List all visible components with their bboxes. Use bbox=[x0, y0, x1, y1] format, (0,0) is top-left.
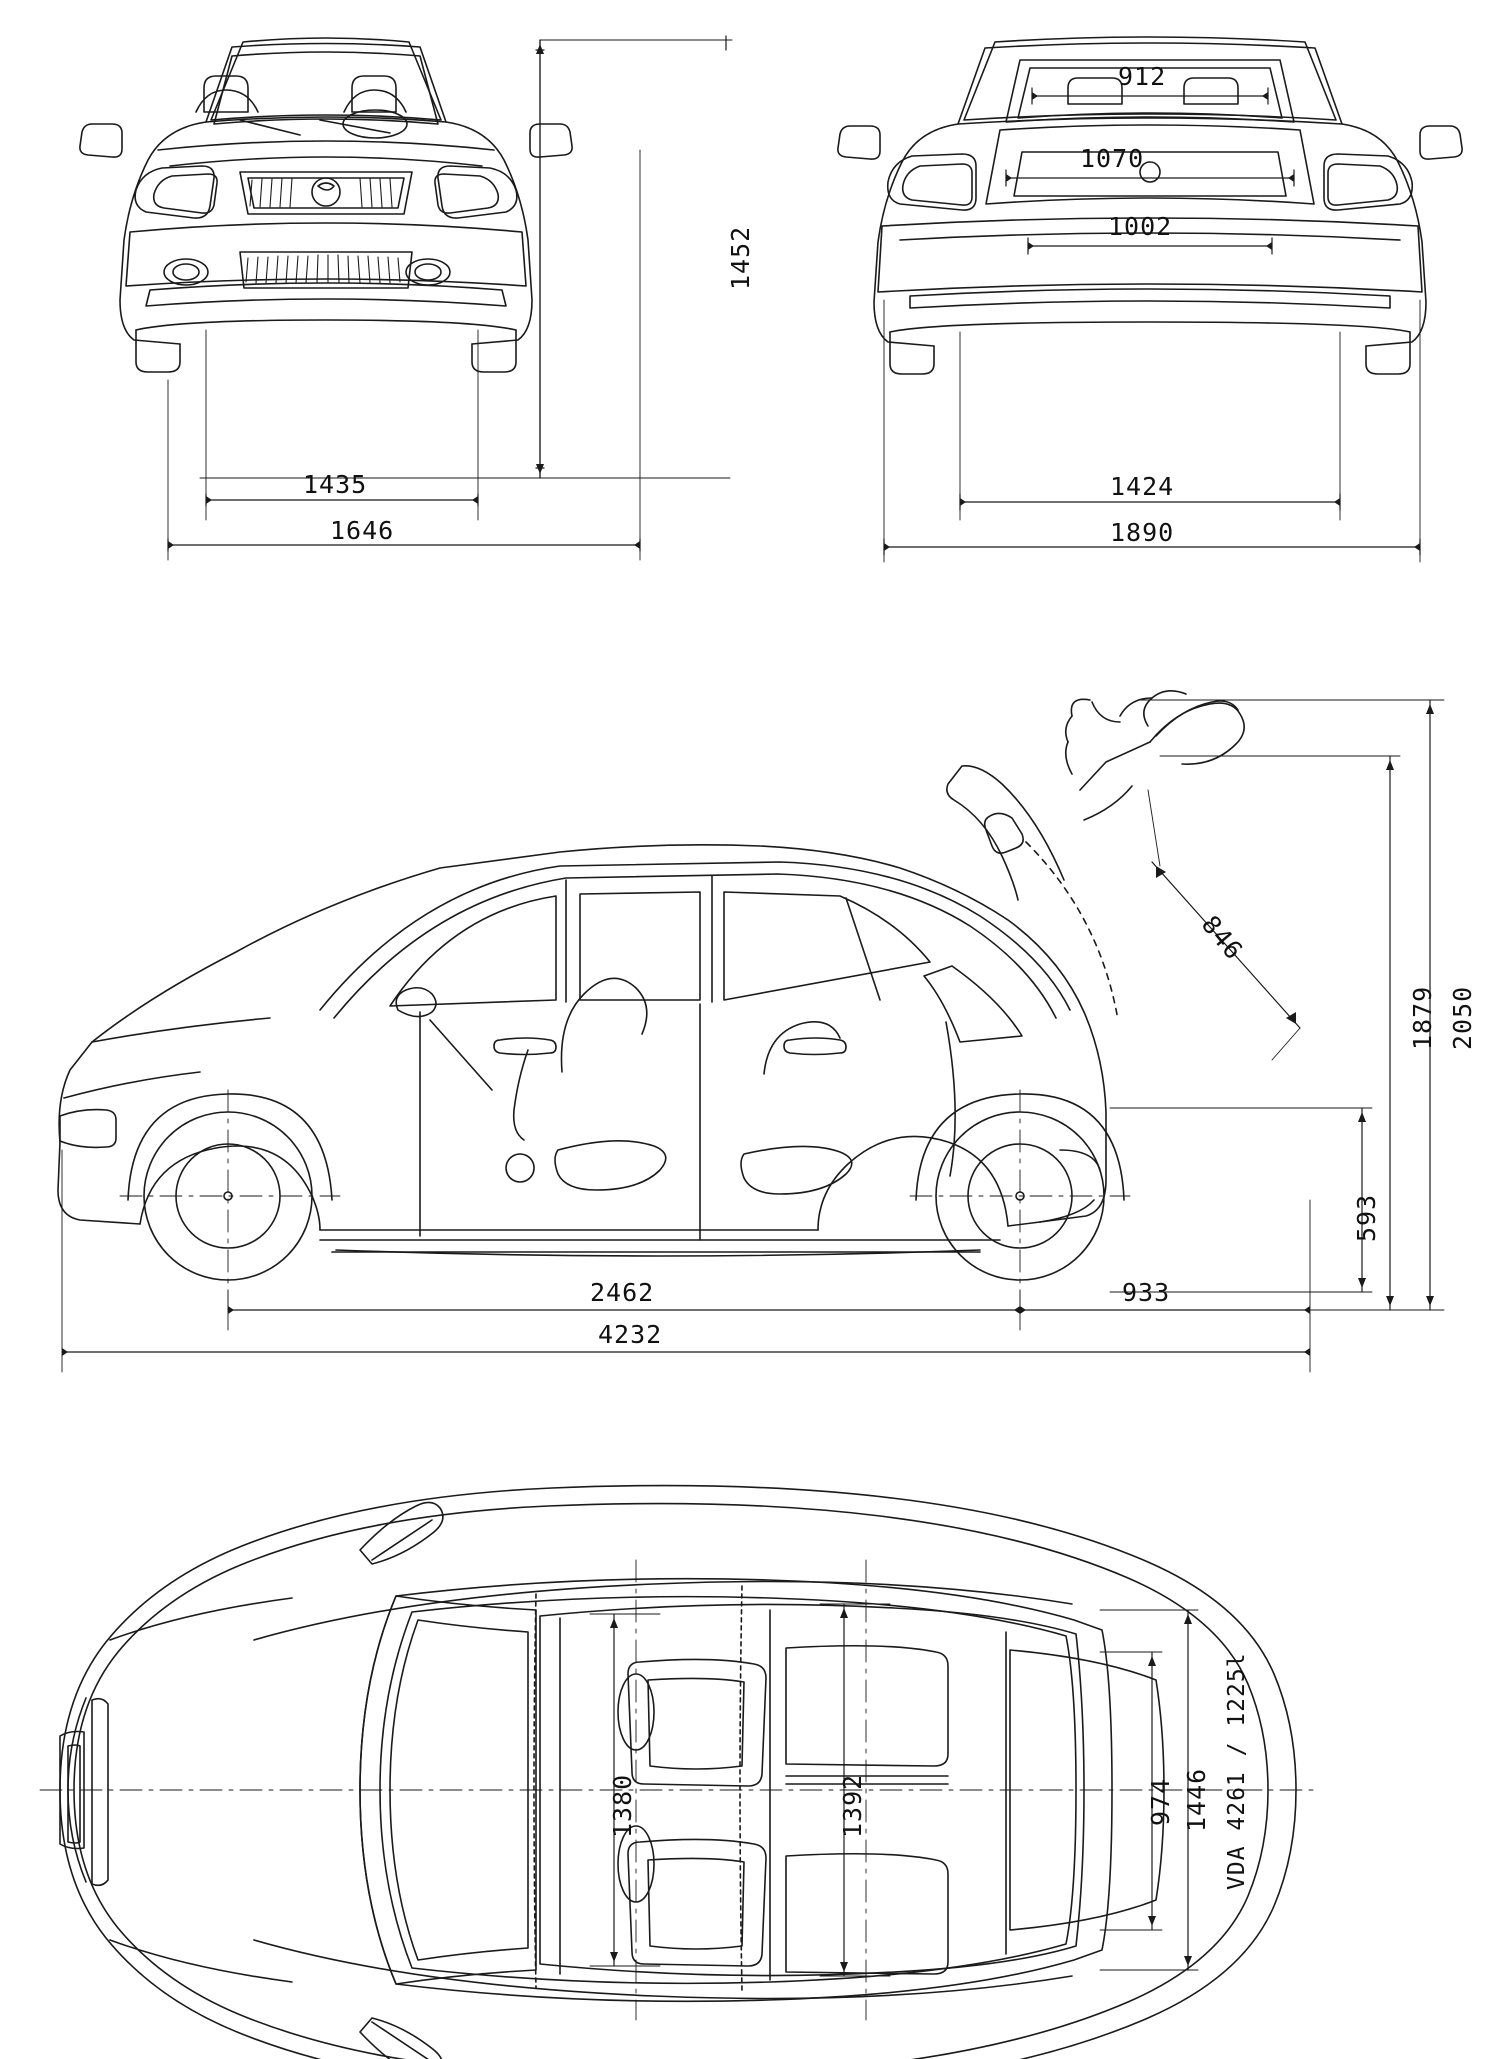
dim-tailgate-opening-width: 1070 bbox=[1080, 144, 1145, 173]
dim-side-rear-overhang: 933 bbox=[1122, 1278, 1171, 1307]
dim-top-load-width: 974 bbox=[1146, 1777, 1175, 1826]
dim-side-wheelbase: 2462 bbox=[590, 1278, 655, 1307]
dim-top-shoulder-front: 1380 bbox=[608, 1773, 637, 1838]
dim-side-overall-length: 4232 bbox=[598, 1320, 663, 1349]
dim-front-width: 1646 bbox=[330, 516, 395, 545]
dim-side-open-height: 2050 bbox=[1448, 985, 1477, 1050]
dim-front-height: 1452 bbox=[726, 225, 755, 290]
side-view-group bbox=[58, 691, 1244, 1310]
top-view-group bbox=[40, 1486, 1320, 2059]
dim-top-shoulder-rear: 1392 bbox=[838, 1773, 867, 1838]
dim-side-roof-height: 1879 bbox=[1408, 985, 1437, 1050]
dim-side-tailgate-arc: 846 bbox=[1195, 910, 1249, 966]
dim-rear-overall-width: 1890 bbox=[1110, 518, 1175, 547]
dim-top-vda-capacity: VDA 4261 / 1225l bbox=[1224, 1652, 1250, 1890]
dim-front-track: 1435 bbox=[303, 470, 368, 499]
dim-rear-track: 1424 bbox=[1110, 472, 1175, 501]
side-view-dimensions bbox=[62, 700, 1444, 1372]
dim-top-body-width: 1446 bbox=[1182, 1767, 1211, 1832]
front-view-group bbox=[80, 38, 572, 372]
dim-side-sill-height: 593 bbox=[1352, 1193, 1381, 1242]
front-view-dimensions bbox=[168, 36, 732, 560]
dim-loading-width: 1002 bbox=[1108, 212, 1173, 241]
dim-rear-window-width: 912 bbox=[1118, 62, 1167, 91]
